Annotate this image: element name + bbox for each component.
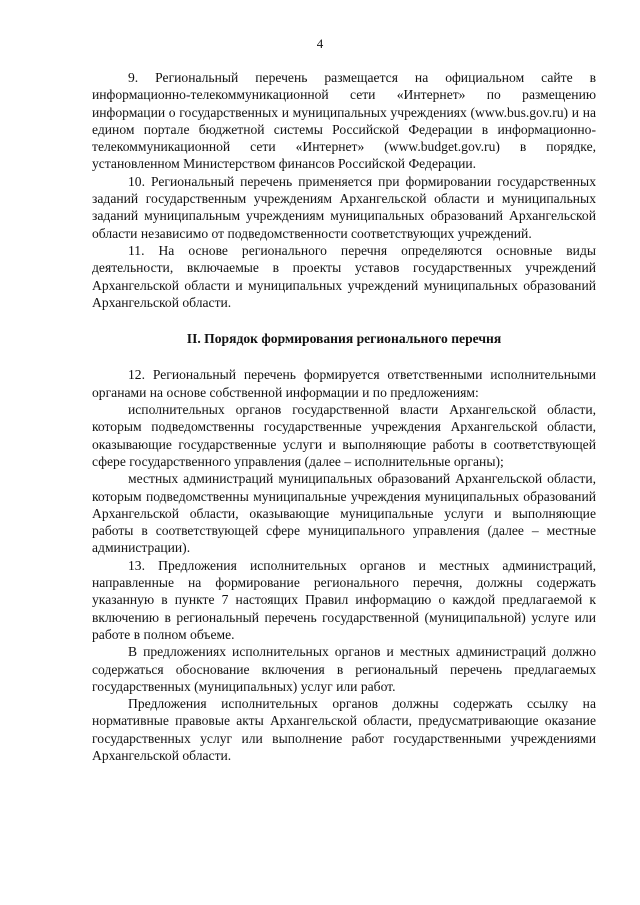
document-body (92, 69, 596, 764)
paragraph-11: 11. На основе регионального перечня определяются основные виды деятельности, включаемые в проекты уставов государственных учреждений Архангельской области и муниципальных учреждений муниципальных образований Архангельской области. (92, 242, 596, 310)
paragraph-12: 12. Региональный перечень формируется ответственными исполнительными органами на основе собственной информации и по предложениям: (92, 367, 596, 400)
paragraph-13-justification: В предложениях исполнительных органов и местных администраций должно содержаться обоснование включения в региональный перечень предлагаемых государственных (муниципальных) услуг или работ. (92, 644, 596, 694)
paragraph-12-executive-bodies: исполнительных органов государственной власти Архангельской области, которым подведомственны государственные учреждения Архангельской области, оказывающие государственные услуги и выполняющие работы в соответствующей сфере государственного управления (далее – исполнительные органы); (92, 402, 596, 469)
page-number: 4 (316, 36, 324, 51)
section-heading: II. Порядок формирования регионального перечня (186, 331, 502, 347)
paragraph-9: 9. Региональный перечень размещается на официальном сайте в информационно-телекоммуникационной сети «Интернет» по размещению информации о государственных и муниципальных учреждениях (www.bus.gov.ru) и на едином портале бюджетной системы Российской Федерации в информационно-телекоммуникационной сети «Интернет» (www.budget.gov.ru) в порядке, установленном Министерством финансов Российской Федерации. (92, 70, 596, 172)
paragraph-10: 10. Региональный перечень применяется при формировании государственных заданий государственным учреждениям Архангельской области и муниципальных заданий муниципальным учреждениям муниципальных образований Архангельской области независимо от подведомственности соответствующих учреждений. (92, 173, 596, 241)
paragraph-12-local-administrations: местных администраций муниципальных образований Архангельской области, которым подведомственны муниципальные учреждения муниципальных образований Архангельской области, оказывающие муниципальные услуги и выполняющие работы в соответствующей сфере муниципального управления (далее – местные администрации). (92, 471, 596, 556)
paragraph-13: 13. Предложения исполнительных органов и местных администраций, направленные на формирование регионального перечня, должны содержать указанную в пункте 7 настоящих Правил информацию о каждой предлагаемой к включению в региональный перечень государственной (муниципальной) услуге или работе в полном объеме. (92, 557, 596, 642)
paragraph-13-legal-reference: Предложения исполнительных органов должны содержать ссылку на нормативные правовые акты Архангельской области, предусматривающие оказание государственных услуг или выполнение работ государственными учреждениями Архангельской области. (92, 696, 596, 763)
